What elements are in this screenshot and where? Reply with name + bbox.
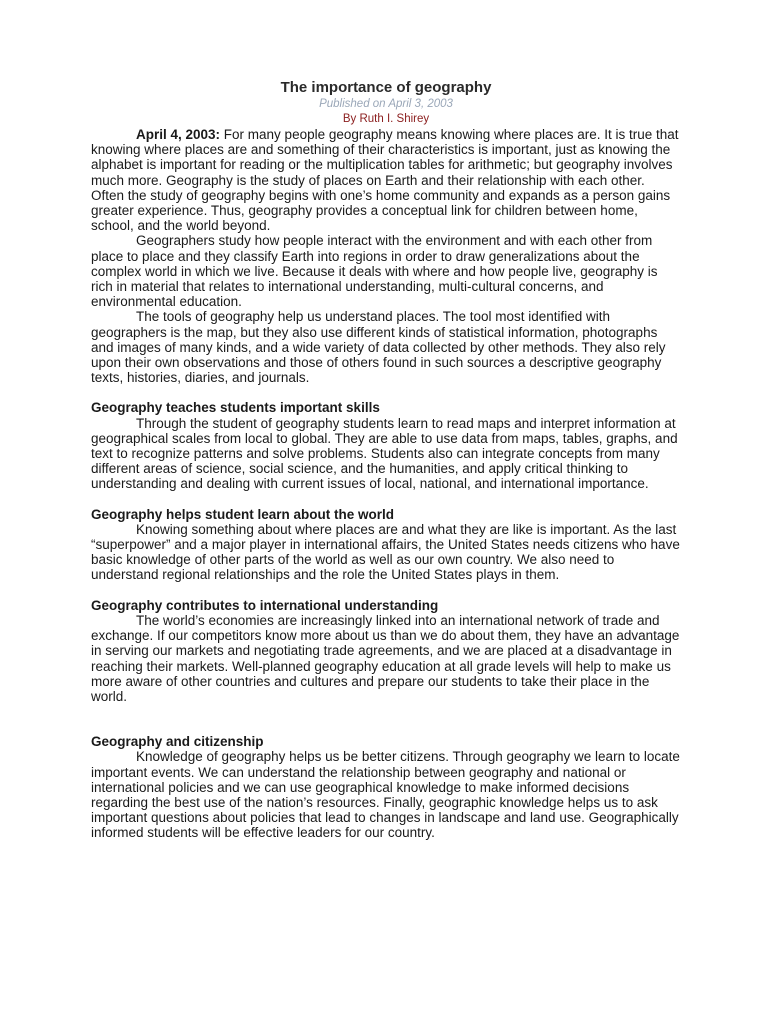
article-byline: By Ruth I. Shirey [342,113,430,125]
date-lead: April 4, 2003: [136,127,221,142]
section-body-world: Knowing something about where places are and what they are like is important. As the last “superpower” and a major player in international affairs, the United States needs citizens who have basic knowledge of other parts of the world as well as our own country. We also need to understand regional relationships and the role the United States plays in them. [91,521,680,583]
spacer [91,492,681,507]
section-heading-citizenship: Geography and citizenship [91,734,264,750]
spacer [91,704,681,734]
section-heading-world: Geography helps student learn about the world [91,506,395,522]
section-heading-international: Geography contributes to international understanding [91,597,439,613]
spacer [91,385,681,400]
published-date: Published on April 3, 2003 [319,98,453,110]
intro-paragraph-1 [91,127,681,233]
intro-paragraph-2: Geographers study how people interact with the environment and with each other from place to place and they classify Earth into regions in order to draw generalizations about the complex world in which we live. Because it deals with where and how people live, geography is rich in material that relates to international understanding, multi-cultural concerns, and environmental education. [91,233,658,310]
section-heading-skills: Geography teaches students important skills [91,400,380,416]
section-body-international: The world’s economies are increasingly linked into an international network of trade and exchange. If our competitors know more about us than we do about them, they have an advantage in serving our markets and negotiating trade agreements, and we are placed at a disadvantage in reaching their markets. Well-planned geography education at all grade levels will help to make us more aware of other countries and cultures and prepare our students to take their place in the world. [91,612,680,704]
section-body-skills: Through the student of geography students learn to read maps and interpret information at geographical scales from local to global. They are able to use data from maps, tables, graphs, and text to recognize patterns and solve problems. Students also can integrate concepts from many different areas of science, social science, and the humanities, and apply critical thinking to understanding and dealing with current issues of local, national, and international importance. [91,415,678,492]
section-body-citizenship: Knowledge of geography helps us be better citizens. Through geography we learn to locate important events. We can understand the relationship between geography and national or international policies and we can use geographical knowledge to make informed decisions regarding the best use of the nation’s resources. Finally, geographic knowledge helps us to ask important questions about policies that lead to changes in landscape and land use. Geographically informed students will be effective leaders for our country. [91,749,680,841]
spacer [91,583,681,598]
intro-paragraph-3: The tools of geography help us understand places. The tool most identified with geographers is the map, but they also use different kinds of statistical information, photographs and images of many kinds, and a wide variety of data collected by other methods. They also rely upon their own observations and those of others found in such sources a descriptive geography texts, histories, diaries, and journals. [91,309,666,386]
document-page [91,78,681,841]
intro-paragraph-1-text: For many people geography means knowing where places are. It is true that knowing where places are and something of their characteristics is important, just as knowing the alphabet is important for reading or the multiplication tables for arithmetic; but geography involves much more. Geography is the study of places on Earth and their relationship with each other. Often the study of geography begins with one’s home community and expands as a person gains greater experience. Thus, geography provides a conceptual link for children between home, school, and the world beyond. [91,127,679,234]
article-title: The importance of geography [280,79,492,96]
